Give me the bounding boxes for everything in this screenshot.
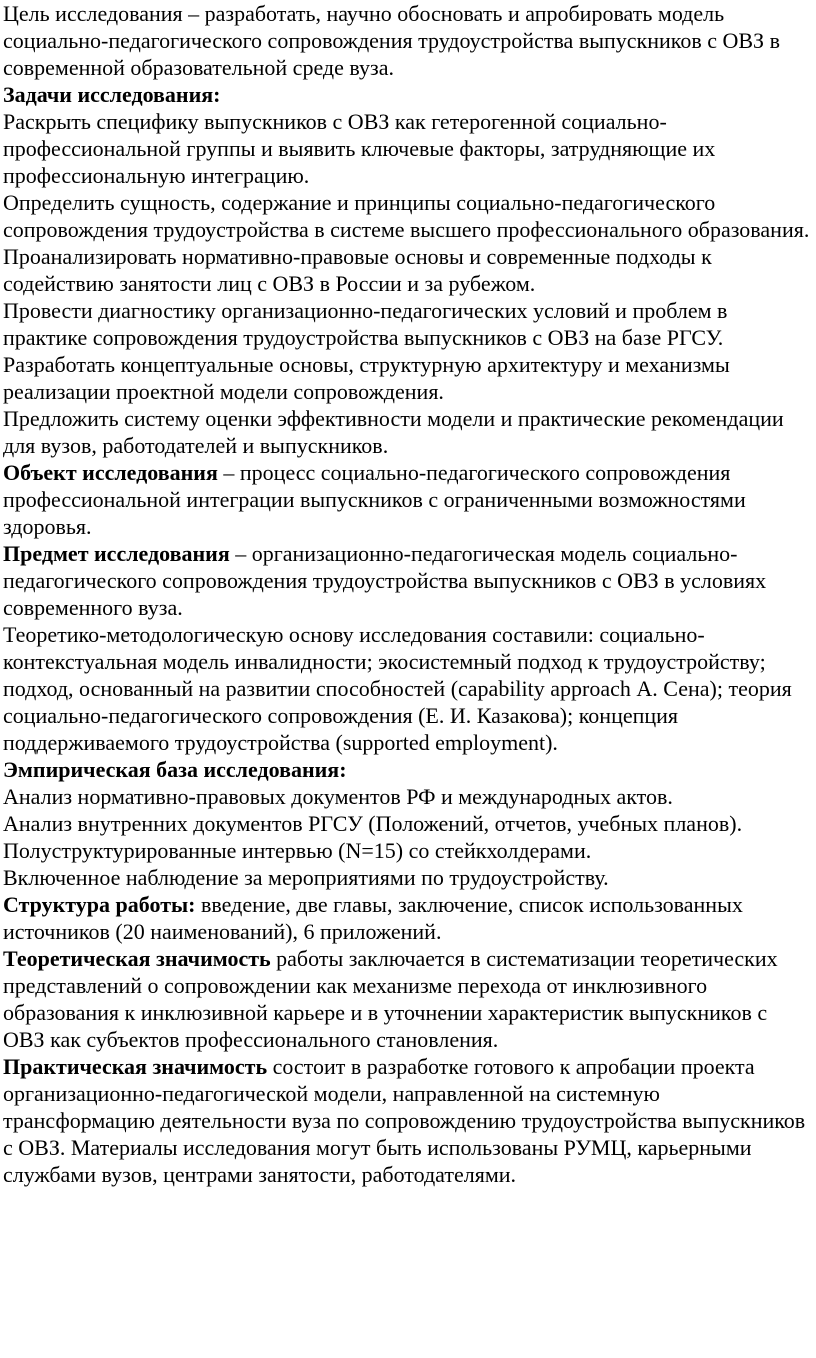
research-subject bbox=[3, 540, 812, 621]
research-subject-text: – организационно-педагогическая модель социально-педагогического сопровождения трудоустройства выпускников с ОВЗ в условиях современного вуза. bbox=[3, 541, 767, 620]
work-structure-label: Структура работы: bbox=[3, 892, 196, 917]
research-object-text: – процесс социально-педагогического сопровождения профессиональной интеграции выпускников с ограниченными возможностями здоровья. bbox=[3, 460, 746, 539]
practical-significance bbox=[3, 1053, 812, 1188]
theoretical-significance-text: работы заключается в систематизации теоретических представлений о сопровождении как механизме перехода от инклюзивного образования к инклюзивной карьере и в уточнении характеристик выпускников с ОВЗ как субъектов профессионального становления. bbox=[3, 946, 778, 1052]
task-item-4: Провести диагностику организационно-педагогических условий и проблем в практике сопровождения трудоустройства выпускников с ОВЗ на базе РГСУ. bbox=[3, 298, 728, 350]
empirical-item-1: Анализ нормативно-правовых документов РФ и международных актов. bbox=[3, 784, 673, 809]
empirical-heading: Эмпирическая база исследования: bbox=[3, 757, 347, 782]
task-item-5: Разработать концептуальные основы, структурную архитектуру и механизмы реализации проектной модели сопровождения. bbox=[3, 352, 730, 404]
task-item-2: Определить сущность, содержание и принципы социально-педагогического сопровождения трудоустройства в системе высшего профессионального образования. bbox=[3, 190, 810, 242]
empirical-item-3: Полуструктурированные интервью (N=15) со стейкхолдерами. bbox=[3, 838, 592, 863]
task-item-1: Раскрыть специфику выпускников с ОВЗ как гетерогенной социально-профессиональной группы и выявить ключевые факторы, затрудняющие их профессиональную интеграцию. bbox=[3, 109, 716, 188]
theoretical-significance-label: Теоретическая значимость bbox=[3, 946, 271, 971]
task-item-3: Проанализировать нормативно-правовые основы и современные подходы к содействию занятости лиц с ОВЗ в России и за рубежом. bbox=[3, 244, 712, 296]
practical-significance-text: состоит в разработке готового к апробации проекта организационно-педагогической модели, направленной на системную трансформацию деятельности вуза по сопровождению трудоустройства выпускников с ОВЗ. Материалы исследования могут быть использованы РУМЦ, карьерными службами вузов, центрами занятости, работодателями. bbox=[3, 1054, 806, 1187]
practical-significance-label: Практическая значимость bbox=[3, 1054, 268, 1079]
task-item-6: Предложить систему оценки эффективности модели и практические рекомендации для вузов, работодателей и выпускников. bbox=[3, 406, 784, 458]
theoretical-significance bbox=[3, 945, 812, 1053]
research-object-label: Объект исследования bbox=[3, 460, 218, 485]
tasks-heading: Задачи исследования: bbox=[3, 82, 221, 107]
research-subject-label: Предмет исследования bbox=[3, 541, 230, 566]
research-object bbox=[3, 459, 812, 540]
methodology-paragraph: Теоретико-методологическую основу исследования составили: социально-контекстуальная модель инвалидности; экосистемный подход к трудоустройству; подход, основанный на развитии способностей (capability approach А. Сена); теория социально-педагогического сопровождения (Е. И. Казакова); концепция поддерживаемого трудоустройства (supported employment). bbox=[3, 622, 792, 755]
empirical-item-4: Включенное наблюдение за мероприятиями по трудоустройству. bbox=[3, 865, 609, 890]
empirical-item-2: Анализ внутренних документов РГСУ (Положений, отчетов, учебных планов). bbox=[3, 811, 743, 836]
work-structure-text: введение, две главы, заключение, список использованных источников (20 наименований), 6 приложений. bbox=[3, 892, 743, 944]
research-goal: Цель исследования – разработать, научно обосновать и апробировать модель социально-педагогического сопровождения трудоустройства выпускников с ОВЗ в современной образовательной среде вуза. bbox=[3, 1, 780, 80]
work-structure bbox=[3, 891, 812, 945]
